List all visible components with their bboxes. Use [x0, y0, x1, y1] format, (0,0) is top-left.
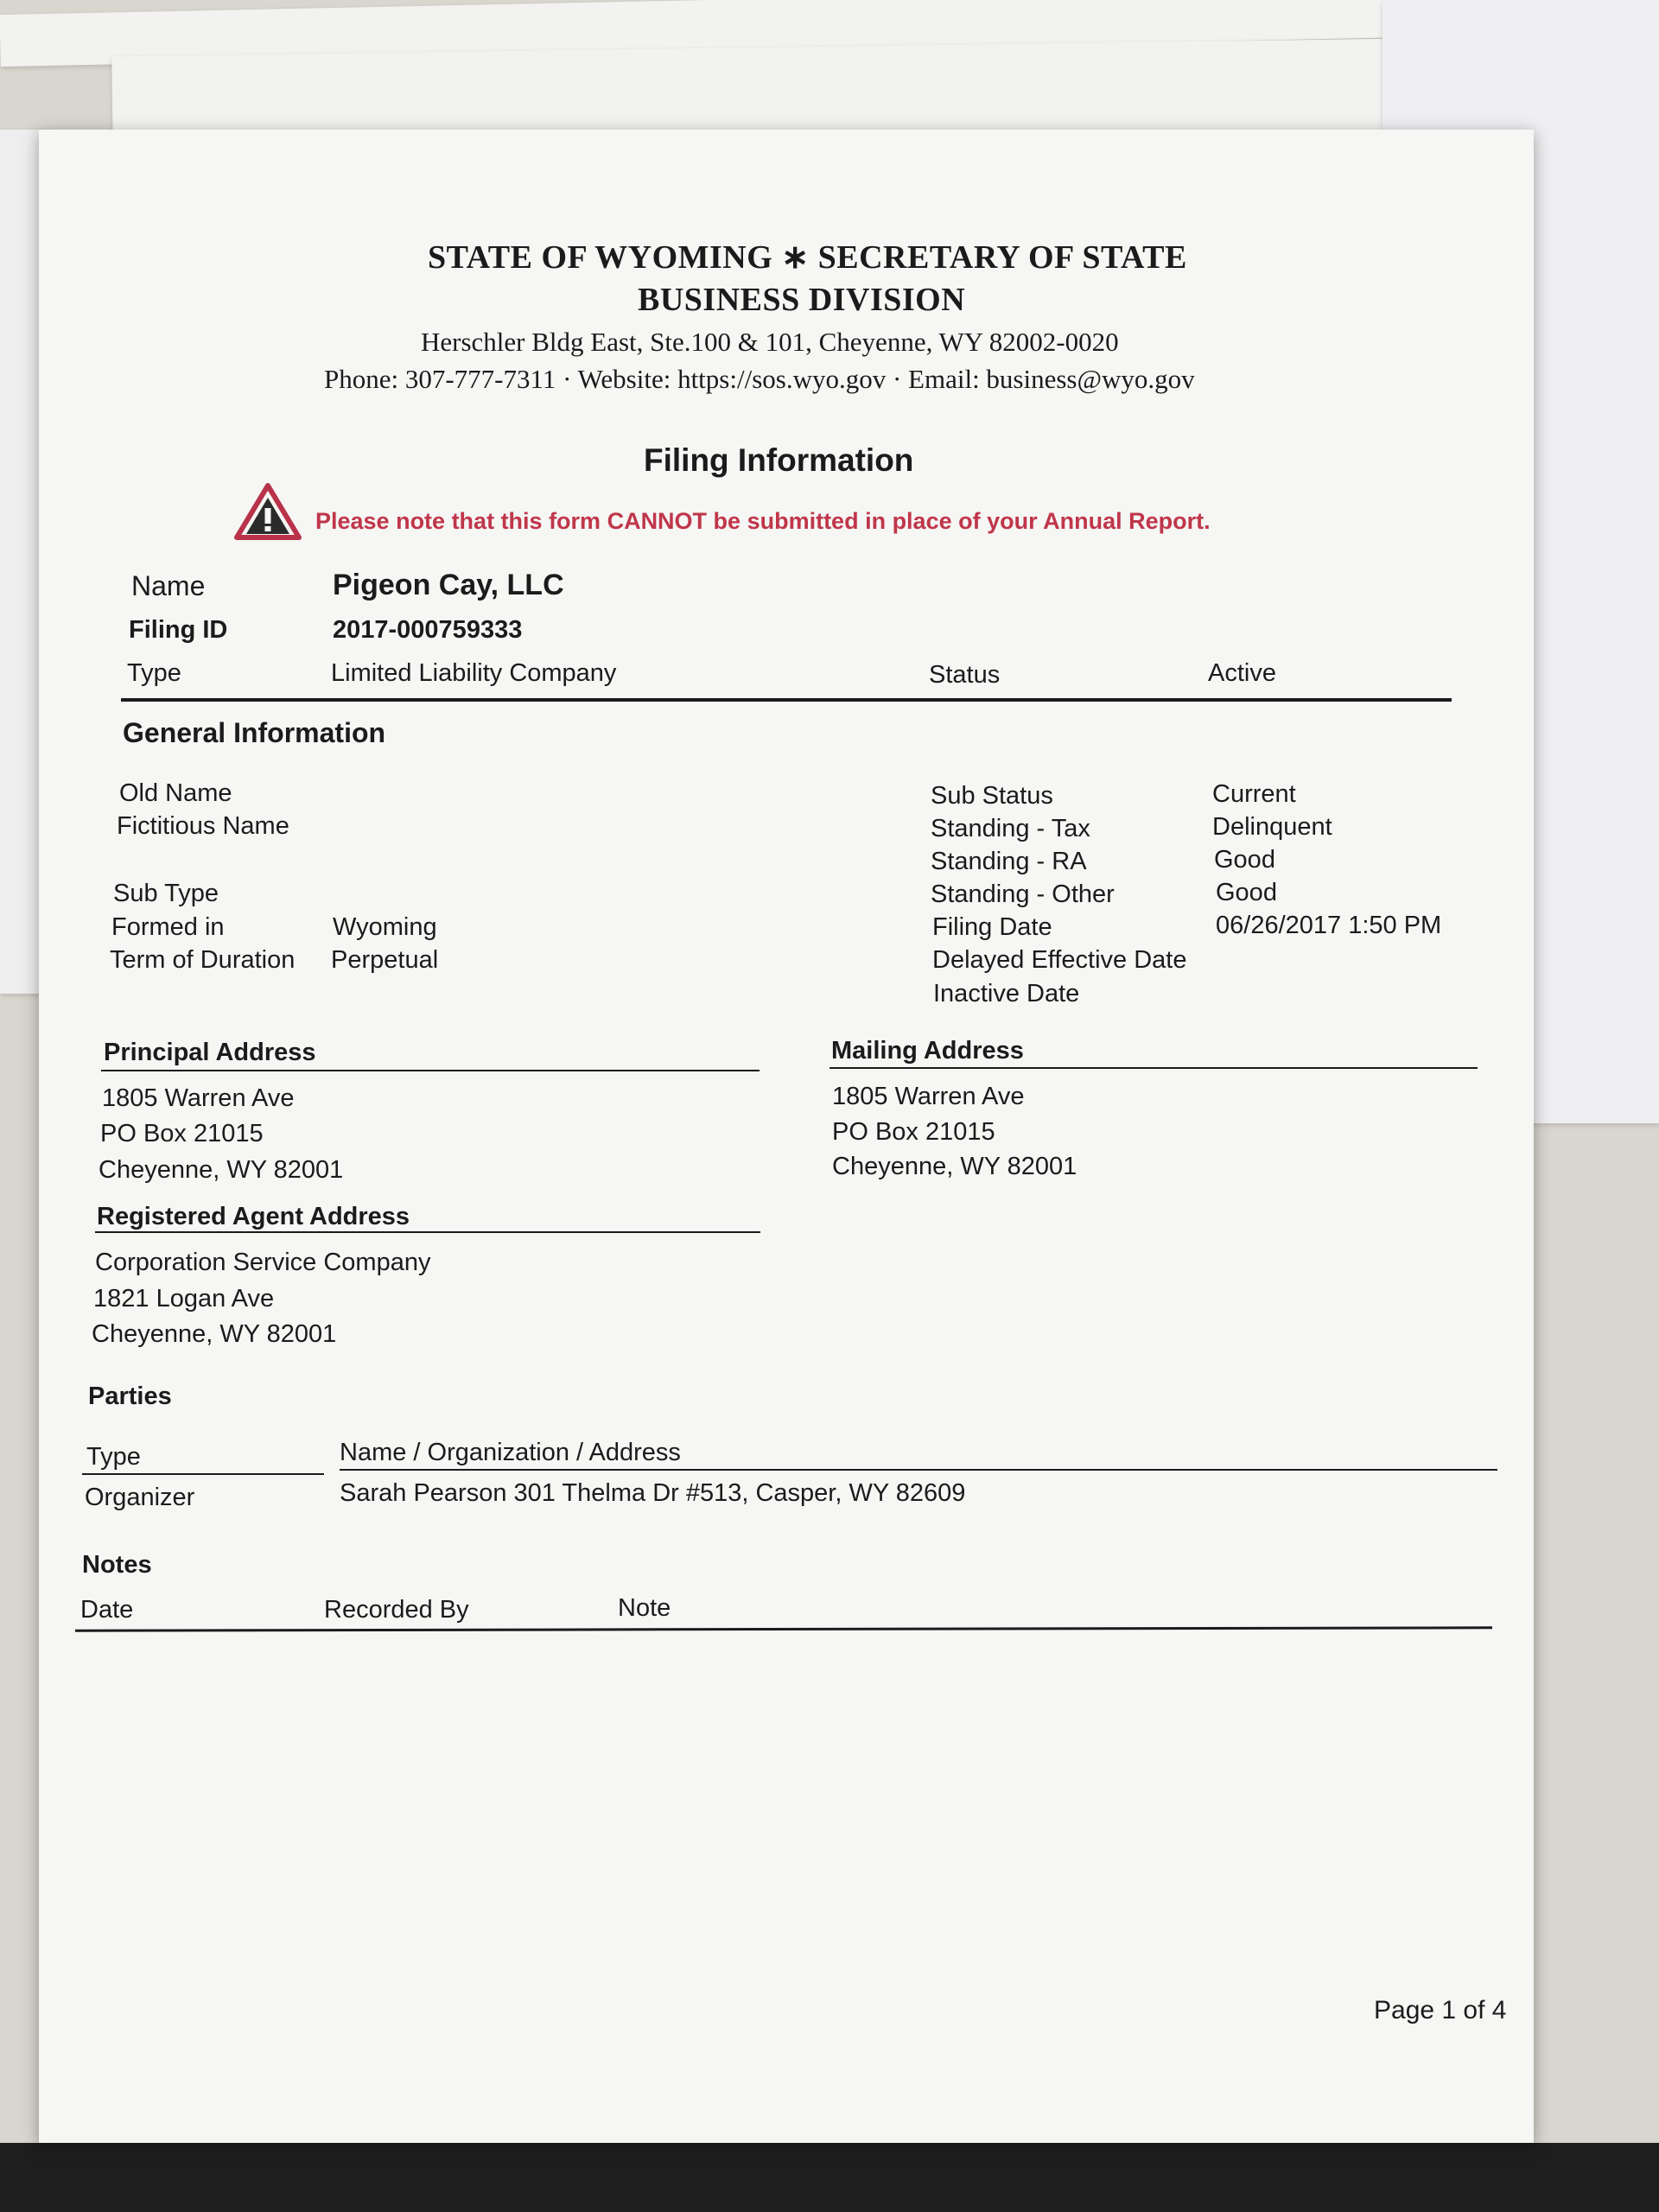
- principal-address-heading: Principal Address: [104, 1039, 316, 1066]
- status-label: Status: [929, 661, 1001, 689]
- type-label: Type: [127, 659, 181, 687]
- header-contact: Phone: 307-777-7311 · Website: https://sos.wyo.gov · Email: business@wyo.gov: [324, 364, 1195, 394]
- term-of-duration-value: Perpetual: [331, 946, 439, 974]
- standing-tax-label: Standing - Tax: [931, 815, 1090, 842]
- standing-ra-value: Good: [1214, 846, 1275, 874]
- page-title: Filing Information: [644, 442, 914, 478]
- header-line-1: STATE OF WYOMING ∗ SECRETARY OF STATE: [428, 239, 1187, 276]
- registered-agent-line-2: 1821 Logan Ave: [93, 1285, 275, 1313]
- divider: [75, 1626, 1492, 1631]
- status-value: Active: [1208, 659, 1276, 687]
- registered-agent-heading: Registered Agent Address: [97, 1203, 410, 1230]
- principal-address-line-1: 1805 Warren Ave: [102, 1084, 295, 1112]
- notes-col-recorded-by: Recorded By: [324, 1596, 469, 1624]
- notes-heading: Notes: [82, 1551, 152, 1579]
- mailing-address-line-3: Cheyenne, WY 82001: [832, 1153, 1077, 1180]
- divider: [95, 1231, 760, 1233]
- filing-date-label: Filing Date: [932, 913, 1052, 941]
- principal-address-line-2: PO Box 21015: [100, 1120, 264, 1147]
- divider: [830, 1067, 1478, 1069]
- sub-status-label: Sub Status: [931, 782, 1053, 810]
- formed-in-label: Formed in: [111, 913, 225, 941]
- delayed-effective-date-label: Delayed Effective Date: [932, 946, 1187, 974]
- fictitious-name-label: Fictitious Name: [117, 812, 289, 840]
- parties-row-type: Organizer: [85, 1484, 195, 1511]
- filing-date-value: 06/26/2017 1:50 PM: [1216, 912, 1442, 939]
- term-of-duration-label: Term of Duration: [110, 946, 296, 974]
- notes-col-date: Date: [80, 1596, 134, 1624]
- warning-icon: [233, 482, 302, 541]
- registered-agent-line-1: Corporation Service Company: [95, 1249, 431, 1276]
- name-label: Name: [131, 570, 206, 601]
- parties-row-name: Sarah Pearson 301 Thelma Dr #513, Casper, WY 82609: [340, 1479, 966, 1507]
- dark-surface: [0, 2143, 1659, 2212]
- mailing-address-line-2: PO Box 21015: [832, 1118, 995, 1146]
- mailing-address-heading: Mailing Address: [831, 1037, 1024, 1065]
- sub-status-value: Current: [1212, 780, 1296, 808]
- divider: [101, 1070, 760, 1071]
- old-name-label: Old Name: [119, 779, 232, 807]
- divider: [340, 1469, 1497, 1471]
- principal-address-line-3: Cheyenne, WY 82001: [99, 1156, 344, 1184]
- header-address: Herschler Bldg East, Ste.100 & 101, Cheyenne, WY 82002-0020: [421, 327, 1119, 357]
- formed-in-value: Wyoming: [333, 913, 437, 941]
- standing-ra-label: Standing - RA: [931, 848, 1087, 875]
- registered-agent-line-3: Cheyenne, WY 82001: [92, 1320, 337, 1348]
- filing-id-value: 2017-000759333: [333, 616, 523, 644]
- filing-id-label: Filing ID: [129, 616, 228, 644]
- notes-col-note: Note: [618, 1594, 671, 1622]
- standing-other-value: Good: [1216, 879, 1277, 906]
- name-value: Pigeon Cay, LLC: [333, 569, 564, 601]
- type-value: Limited Liability Company: [331, 659, 617, 687]
- document-page: [39, 130, 1534, 2143]
- header-line-2: BUSINESS DIVISION: [638, 282, 966, 318]
- divider: [82, 1473, 324, 1475]
- standing-tax-value: Delinquent: [1212, 813, 1332, 841]
- warning-text: Please note that this form CANNOT be submitted in place of your Annual Report.: [315, 508, 1211, 534]
- parties-col-type: Type: [86, 1443, 141, 1471]
- divider: [121, 698, 1452, 702]
- general-information-heading: General Information: [123, 717, 386, 748]
- standing-other-label: Standing - Other: [931, 880, 1115, 908]
- mailing-address-line-1: 1805 Warren Ave: [832, 1083, 1025, 1110]
- sub-type-label: Sub Type: [113, 880, 219, 907]
- parties-heading: Parties: [88, 1382, 172, 1410]
- inactive-date-label: Inactive Date: [933, 980, 1080, 1007]
- page-number: Page 1 of 4: [1374, 1996, 1507, 2024]
- parties-col-name: Name / Organization / Address: [340, 1439, 681, 1466]
